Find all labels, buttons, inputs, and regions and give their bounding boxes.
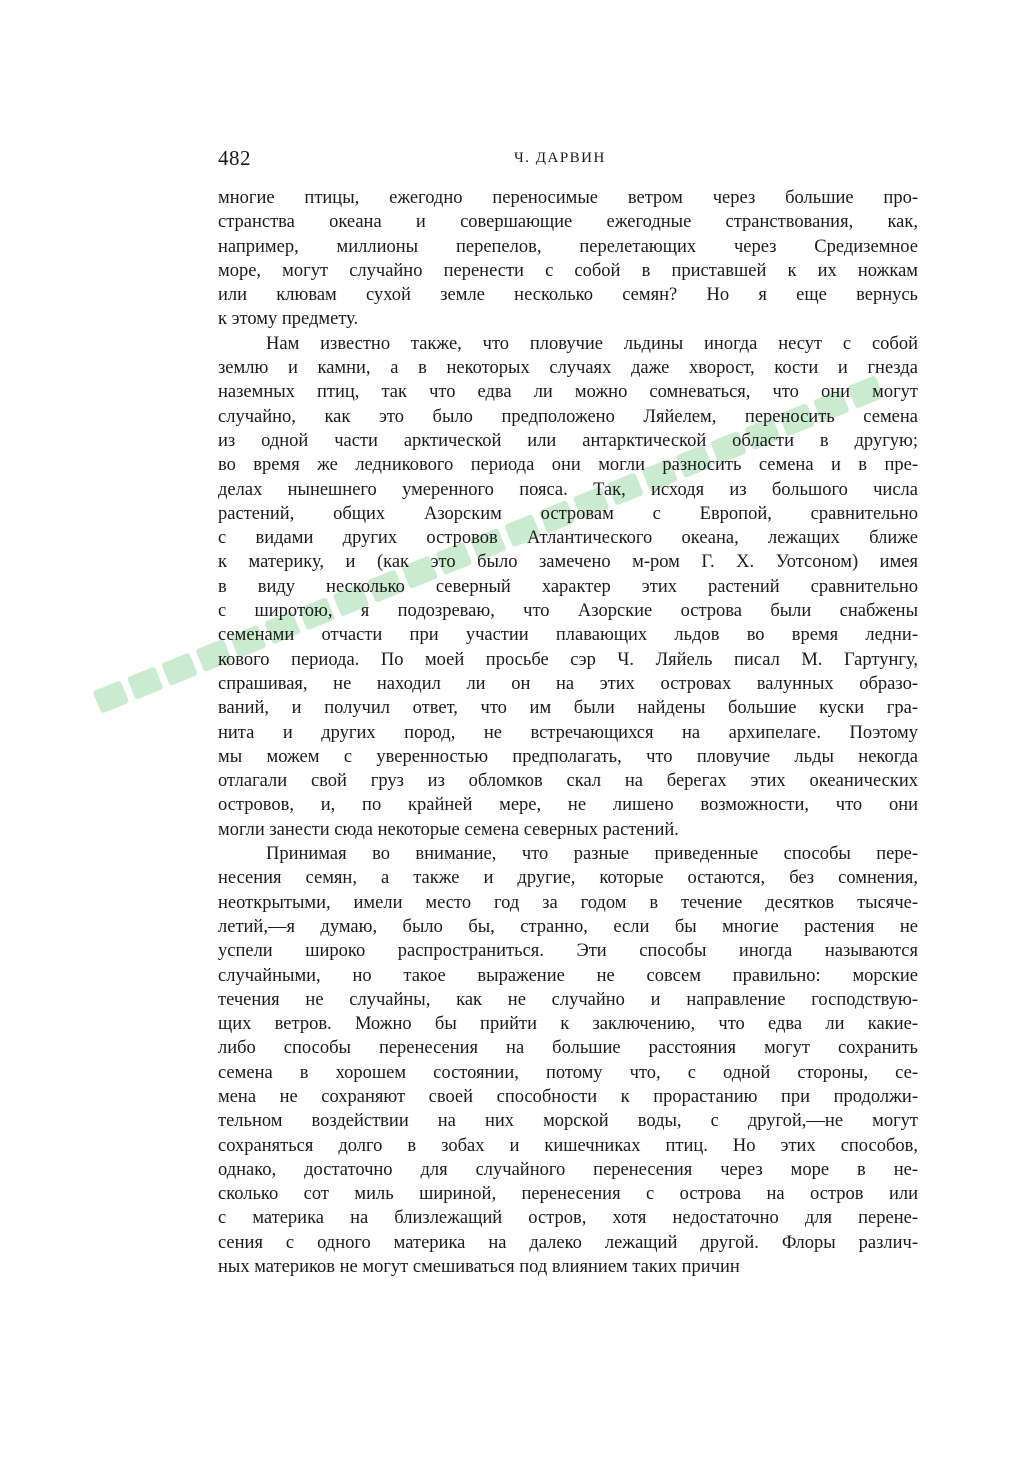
text-line: к материку, и (как это было замечено м-ром Г. Х. Уотсоном) имея [218, 552, 918, 573]
text-line: Принимая во внимание, что разные приведенные способы пере- [266, 844, 918, 865]
text-line: из одной части арктической или антарктической области в другую; [218, 430, 918, 451]
text-line: сколько сот миль шириной, перенесения с острова на остров или [218, 1184, 918, 1205]
text-line: в виду несколько северный характер этих растений сравнительно [218, 576, 918, 597]
text-line: море, могут случайно перенести с собой в приставшей к их ножкам [218, 260, 918, 281]
text-line: островов, и, по крайней мере, не лишено возможности, что они [218, 795, 918, 816]
page-header [218, 146, 918, 176]
text-line: летий,—я думаю, было бы, странно, если бы многие растения не [218, 916, 918, 937]
text-line: спрашивая, не находил ли он на этих островах валунных образо- [218, 673, 918, 694]
text-line: либо способы перенесения на большие расстояния могут сохранить [218, 1038, 918, 1059]
text-line: мы можем с уверенностью предполагать, что пловучие льды некогда [218, 746, 918, 767]
watermark-segment [93, 680, 130, 713]
paragraph [218, 842, 918, 1279]
text-line: тельном воздействии на них морской воды, с другой,—не могут [218, 1111, 918, 1132]
text-line: во время же ледникового периода они могли разносить семена и в пре- [218, 455, 918, 476]
text-line: семенами отчасти при участии плавающих льдов во время ледни- [218, 625, 918, 646]
text-line: кового периода. По моей просьбе сэр Ч. Ляйель писал М. Гартунгу, [218, 649, 918, 670]
text-line: однако, достаточно для случайного перенесения через море в не- [218, 1159, 918, 1180]
text-line: щих ветров. Можно бы прийти к заключению, что едва ли какие- [218, 1014, 918, 1035]
text-line: сения с одного материка на далеко лежащий другой. Флоры различ- [218, 1232, 918, 1253]
text-line: растений, общих Азорским островам с Европой, сравнительно [218, 503, 918, 524]
text-line: успели широко распространиться. Эти способы иногда называются [218, 941, 918, 962]
text-line: несения семян, а также и другие, которые остаются, без сомнения, [218, 868, 918, 889]
text-line: могли занести сюда некоторые семена северных растений. [218, 819, 679, 840]
watermark-segment [161, 652, 198, 685]
paragraph [218, 332, 918, 842]
text-line: случайно, как это было предположено Ляйелем, переносить семена [218, 406, 918, 427]
watermark-segment [127, 666, 164, 699]
text-line: течения не случайны, как не случайно и направление господствую- [218, 989, 918, 1010]
text-line: случайными, но такое выражение не совсем правильно: морские [218, 965, 918, 986]
text-line: мена не сохраняют своей способности к прорастанию при продолжи- [218, 1086, 918, 1107]
page-number: 482 [218, 146, 251, 170]
text-line: сохраняться долго в зобах и кишечниках птиц. Но этих способов, [218, 1135, 918, 1156]
text-line: или клювам сухой земле несколько семян? Но я еще вернусь [218, 285, 918, 306]
text-line: ваний, и получил ответ, что им были найдены большие куски гра- [218, 698, 918, 719]
text-line: Нам известно также, что пловучие льдины иногда несут с собой [266, 333, 918, 354]
text-line: нита и других пород, не встречающихся на архипелаге. Поэтому [218, 722, 918, 743]
text-line: неоткрытыми, имели место год за годом в течение десятков тысяче- [218, 892, 918, 913]
text-line: странства океана и совершающие ежегодные странствования, как, [218, 212, 918, 233]
text-line: делах нынешнего умеренного пояса. Так, исходя из большого числа [218, 479, 918, 500]
text-line: к этому предмету. [218, 309, 359, 330]
text-line: наземных птиц, так что едва ли можно сомневаться, что они могут [218, 382, 918, 403]
text-line: землю и камни, а в некоторых случаях даже хворост, кости и гнезда [218, 358, 918, 379]
text-line: семена в хорошем состоянии, потому что, с одной стороны, се- [218, 1062, 918, 1083]
text-line: с видами других островов Атлантического океана, лежащих ближе [218, 528, 918, 549]
text-line: например, миллионы перепелов, перелетающих через Средиземное [218, 236, 918, 257]
text-line: многие птицы, ежегодно переносимые ветром через большие про- [218, 188, 918, 208]
text-line: с широтою, я подозреваю, что Азорские острова были снабжены [218, 601, 918, 622]
running-head: Ч. ДАРВИН [514, 150, 606, 166]
text-body [218, 186, 918, 1279]
text-line: с материка на близлежащий остров, хотя недостаточно для перене- [218, 1208, 918, 1229]
paragraph [218, 186, 918, 332]
text-line: ных материков не могут смешиваться под влиянием таких причин [218, 1257, 740, 1278]
text-line: отлагали свой груз из обломков скал на берегах этих океанических [218, 771, 918, 792]
